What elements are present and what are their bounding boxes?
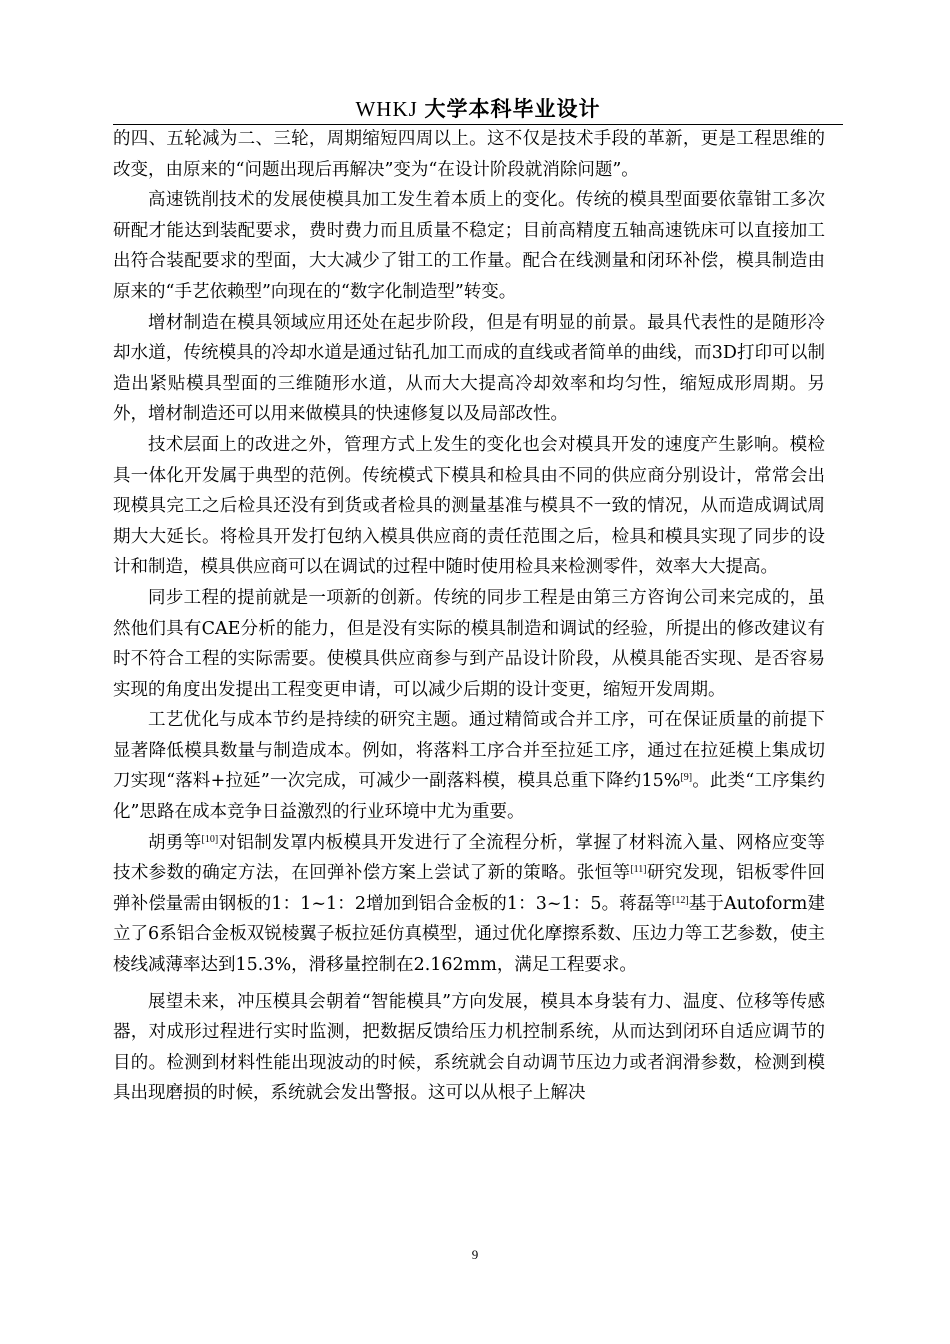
paragraph-3: 增材制造在模具领域应用还处在起步阶段，但是有明显的前景。最具代表性的是随形冷却水道，传统模具的冷却水道是通过钻孔加工而成的直线或者简单的曲线，而3D打印可以制造出紧贴模具型面的三维随形水道，从而大大提高冷却效率和均匀性，缩短成形周期。另外，增材制造还可以用来做模具的快速修复以及局部改性。 (113, 312, 825, 425)
paragraph-4: 技术层面上的改进之外，管理方式上发生的变化也会对模具开发的速度产生影响。模检具一体化开发属于典型的范例。传统模式下模具和检具由不同的供应商分别设计，常常会出现模具完工之后检具还没有到货或者检具的测量基准与模具不一致的情况，从而造成调试周期大大延长。将检具开发打包纳入模具供应商的责任范围之后，检具和模具实现了同步的设计和制造，模具供应商可以在调试的过程中随时使用检具来检测零件，效率大大提高。 (113, 434, 825, 578)
paragraph-7-part-b: 对铝制发罩内板模具开发进行了全流程分析，掌握了材料流入量、网格应变等技术参数的确定方法，在回弹补偿方案上尝试了新的策略。张恒等 (113, 832, 826, 884)
body-text (113, 124, 825, 1109)
paragraph-1: 的四、五轮减为二、三轮，周期缩短四周以上。这不仅是技术手段的革新，更是工程思维的改变，由原来的“问题出现后再解决”变为“在设计阶段就消除问题”。 (113, 129, 825, 180)
citation-10: [10] (201, 833, 219, 845)
paragraph-7-part-d: 基于Autoform建立了6系铝合金板双锐棱翼子板拉延仿真模型，通过优化摩擦系数、压边力等工艺参数，使主棱线减薄率达到15.3%，滑移量控制在2.162mm，满足工程要求。 (113, 893, 826, 976)
paragraph-2: 高速铣削技术的发展使模具加工发生着本质上的变化。传统的模具型面要依靠钳工多次研配才能达到装配要求，费时费力而且质量不稳定；目前高精度五轴高速铣床可以直接加工出符合装配要求的型面，大大减少了钳工的工作量。配合在线测量和闭环补偿，模具制造由原来的“手艺依赖型”向现在的“数字化制造型”转变。 (113, 190, 825, 302)
header-title: 大学本科毕业设计 (424, 96, 601, 121)
paragraph-8: 展望未来，冲压模具会朝着“智能模具”方向发展，模具本身装有力、温度、位移等传感器，对成形过程进行实时监测，把数据反馈给压力机控制系统，从而达到闭环自适应调节的目的。检测到材料性能出现波动的时候，系统就会自动调节压边力或者润滑参数，检测到模具出现磨损的时候，系统就会发出警报。这可以从根子上解决 (113, 991, 825, 1104)
citation-9: [9] (680, 772, 693, 784)
paragraph-6-tail: 。此类“工序集约化”思路在成本竞争日益激烈的行业环境中尤为重要。 (113, 771, 826, 823)
citation-11: [11] (630, 864, 647, 876)
page-number: 9 (471, 1247, 479, 1262)
header-code: WHKJ (355, 97, 418, 121)
paragraph-5: 同步工程的提前就是一项新的创新。传统的同步工程是由第三方咨询公司来完成的，虽然他们具有CAE分析的能力，但是没有实际的模具制造和调试的经验，所提出的修改建议有时不符合工程的实际需要。使模具供应商参与到产品设计阶段，从模具能否实现、是否容易实现的角度出发提出工程变更申请，可以减少后期的设计变更，缩短开发周期。 (113, 587, 825, 700)
page-header (113, 96, 843, 122)
paragraph-6-text: 工艺优化与成本节约是持续的研究主题。通过精简或合并工序，可在保证质量的前提下显著降低模具数量与制造成本。例如，将落料工序合并至拉延工序，通过在拉延模上集成切刀实现“落料+拉延”一次完成，可减少一副落料模，模具总重下降约15% (113, 710, 825, 792)
citation-12: [12] (671, 894, 689, 906)
paragraph-6 (113, 705, 825, 827)
paragraph-7-part-c: 研究发现，铝板零件回弹补偿量需由钢板的1：1~1：2增加到铝合金板的1：3~1：5。蒋磊等 (113, 863, 826, 914)
paragraph-7-part-a: 胡勇等 (148, 832, 202, 853)
paragraph-7 (113, 828, 825, 981)
